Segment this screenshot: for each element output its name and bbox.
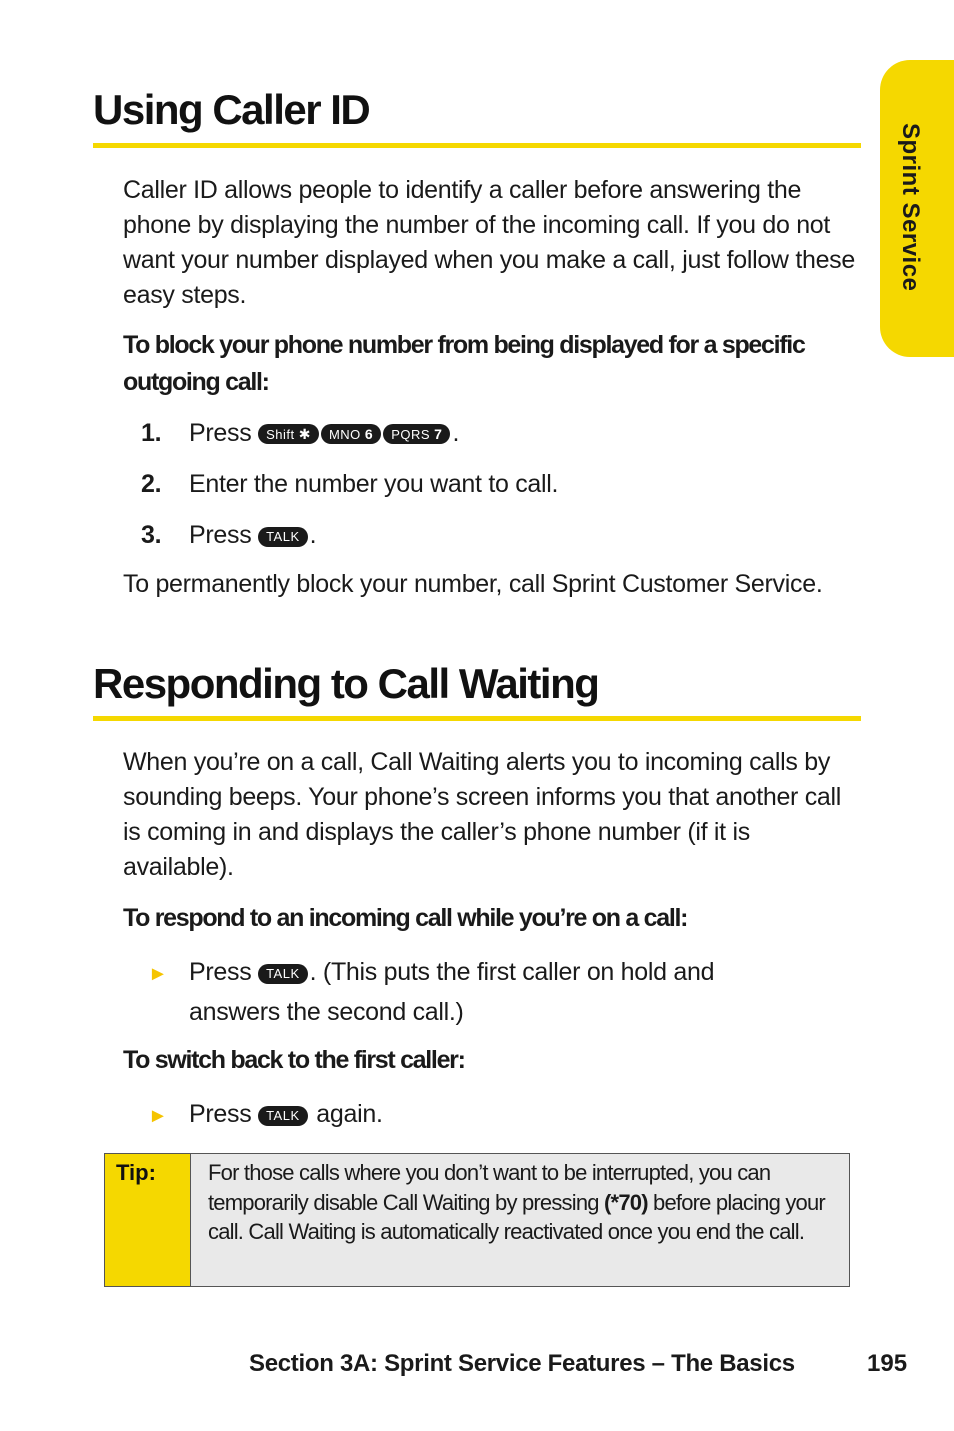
permanent-block-note: To permanently block your number, call Sprint Customer Service. — [123, 570, 823, 598]
step-1: 1. Press Shift ✱ MNO 6 PQRS 7 . — [141, 414, 861, 452]
caller-id-intro: Caller ID allows people to identify a caller before answering the phone by displaying the number of the incoming call. If you do not want your number displayed when you make a call, just follow these easy steps. — [123, 176, 855, 309]
talk-key: TALK — [258, 1106, 308, 1126]
tip-label: Tip: — [116, 1160, 156, 1185]
step-2 — [141, 465, 861, 503]
bullet-switch-back: ► Press TALK again. — [141, 1095, 861, 1135]
step-text: Enter the number you want to call. — [189, 470, 559, 498]
tip-label-cell — [105, 1154, 191, 1286]
page-number: 195 — [867, 1350, 908, 1377]
talk-key: TALK — [258, 527, 308, 547]
section-title-caller-id: Using Caller ID — [93, 86, 370, 133]
step-number: 1. — [141, 419, 162, 447]
tip-text: For those calls where you don’t want to be interrupted, you can temporarily disable Call Waiting by pressing (*70) before placing your call. Call Waiting is automatically reactivated once you end the call. — [208, 1160, 825, 1244]
step-3: 3. Press TALK . — [141, 516, 861, 554]
step-number: 3. — [141, 521, 162, 549]
step-number: 2. — [141, 470, 162, 498]
shift-star-key: Shift ✱ — [258, 424, 319, 444]
pqrs-7-key: PQRS 7 — [383, 424, 450, 444]
switch-back-subhead: To switch back to the first caller: — [123, 1046, 465, 1074]
talk-key: TALK — [258, 964, 308, 984]
section-title-call-waiting: Responding to Call Waiting — [93, 660, 599, 707]
bullet-continuation: answers the second call.) — [189, 998, 464, 1026]
bullet-arrow-icon: ► — [148, 1105, 168, 1127]
mno-6-key: MNO 6 — [321, 424, 381, 444]
step-text: Press — [189, 419, 252, 447]
bullet-respond: ► Press TALK . (This puts the first caller on hold and answers the second call.) — [141, 953, 861, 1031]
footer-section-title: Section 3A: Sprint Service Features – The Basics — [249, 1350, 795, 1377]
tip-box — [104, 1153, 850, 1287]
step-text: Press — [189, 521, 252, 549]
call-waiting-intro: When you’re on a call, Call Waiting alerts you to incoming calls by sounding beeps. Your phone’s screen informs you that another call is coming in and displays the caller’s phone number (if it is available). — [123, 748, 842, 881]
title-rule — [93, 716, 861, 721]
block-number-subhead: To block your phone number from being displayed for a specific outgoing call: — [123, 331, 805, 396]
title-rule — [93, 143, 861, 148]
side-tab-label: Sprint Service — [897, 123, 924, 292]
respond-subhead: To respond to an incoming call while you’re on a call: — [123, 904, 688, 932]
bullet-arrow-icon: ► — [148, 963, 168, 985]
